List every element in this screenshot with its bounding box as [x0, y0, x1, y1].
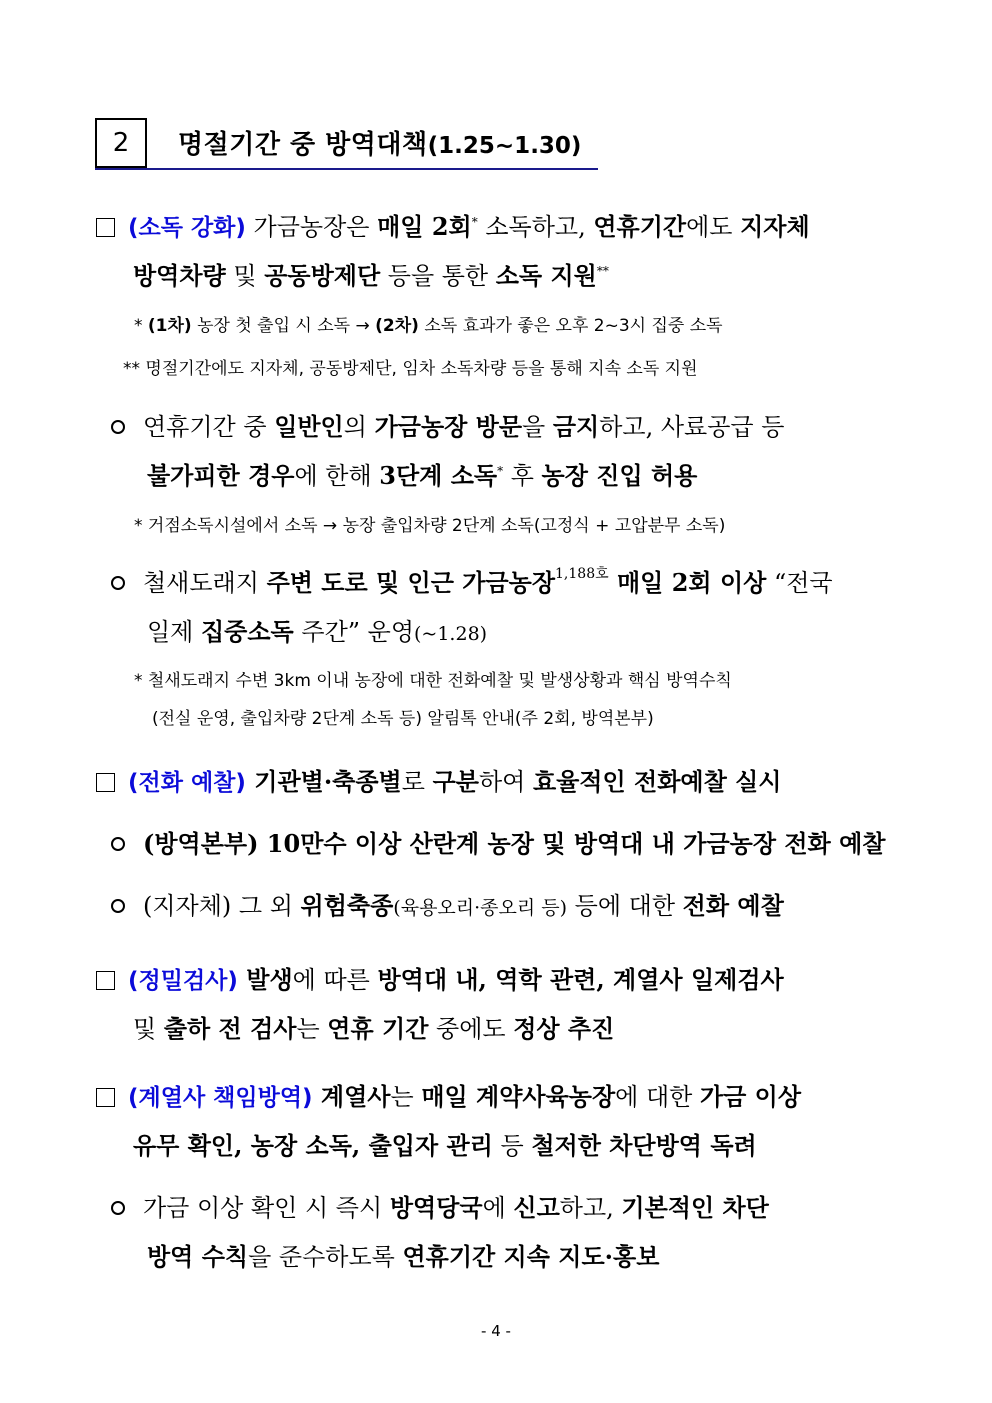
text-span: 연휴 기간 — [327, 1014, 429, 1043]
disinfect-sub2-line-1 — [111, 563, 833, 598]
square-bullet-icon — [96, 218, 115, 237]
circle-bullet-icon — [111, 837, 125, 851]
text-span: 연휴기간 지속 지도·홍보 — [402, 1242, 660, 1271]
text-span: 중에도 — [428, 1015, 514, 1043]
text-span: 등 — [492, 1132, 532, 1160]
phone-sub2 — [111, 886, 784, 921]
text-span: 계열사 — [312, 1082, 391, 1111]
text-span: 일제 — [147, 618, 201, 646]
text-span: 하고, — [559, 1194, 622, 1222]
circle-bullet-icon — [111, 1201, 125, 1215]
text-span: 에 대한 — [615, 1083, 700, 1111]
text-span: 매일 2회 — [377, 212, 472, 241]
text-span: 방역당국 — [389, 1193, 483, 1222]
footnote-mark: * — [497, 464, 504, 478]
disinfect-sub2-note-2: (전실 운영, 출입차량 2단계 소독 등) 알림톡 안내(주 2회, 방역본부) — [152, 709, 654, 729]
text-span: (1차) — [147, 316, 192, 336]
section-title: 명절기간 중 방역대책 — [178, 130, 428, 160]
circle-bullet-icon — [111, 899, 125, 913]
circle-bullet-icon — [111, 576, 125, 590]
disinfect-note-1 — [134, 311, 723, 336]
text-span: 로 — [401, 768, 433, 796]
text-span: 공동방제단 — [264, 261, 381, 290]
text-span: 소독 지원 — [495, 261, 597, 290]
text-span: 신고 — [513, 1193, 560, 1222]
text-span: 및 — [225, 262, 265, 290]
phone-line-1 — [96, 762, 782, 797]
affiliate-line-2 — [133, 1126, 757, 1161]
inspect-line-2 — [133, 1009, 614, 1044]
text-span: 농장 첫 출입 시 소독 → — [191, 316, 376, 336]
text-span: 주변 도로 및 인근 가금농장 — [266, 568, 556, 597]
inspect-label: (정밀검사) — [128, 968, 238, 994]
footnote-mark: ** — [596, 264, 609, 278]
disinfect-label: (소독 강화) — [128, 215, 246, 241]
text-span: 가금농장 방문 — [374, 412, 523, 441]
footnote-mark: * — [471, 215, 478, 229]
text-span: 을 준수하도록 — [248, 1243, 403, 1271]
text-span: 의 — [343, 413, 375, 441]
inspect-line-1 — [96, 960, 784, 995]
text-span: 불가피한 경우 — [147, 461, 295, 490]
text-span: 정상 추진 — [513, 1014, 615, 1043]
phone-sub1 — [111, 824, 885, 859]
section-underline — [95, 168, 598, 170]
text-span: 가금농장은 — [245, 213, 378, 241]
text-span: 기관별·축종별 — [245, 767, 402, 796]
disinfect-sub1-line-1 — [111, 407, 784, 442]
text-span: 및 — [133, 1015, 164, 1043]
text-span: 3단계 소독 — [379, 461, 498, 490]
text-span: 소독 효과가 좋은 오후 2~3시 집중 소독 — [418, 316, 723, 336]
text-span: 출하 전 검사 — [163, 1014, 297, 1043]
text-span: 지자체 — [740, 212, 810, 241]
text-span: 하여 — [478, 768, 533, 796]
text-span: 유무 확인, 농장 소독, 출입자 관리 — [133, 1131, 493, 1160]
text-span: 주간” 운영 — [293, 618, 415, 646]
text-span: 매일 2회 이상 — [608, 568, 767, 597]
text-span: 위험축종 — [300, 891, 394, 920]
disinfect-note-2: ** 명절기간에도 지자체, 공동방제단, 임차 소독차량 등을 통해 지속 소독 지원 — [123, 359, 698, 379]
section-number: 2 — [112, 128, 130, 158]
text-span: 연휴기간 — [593, 212, 687, 241]
text-span: 기본적인 차단 — [621, 1193, 769, 1222]
text-span: (방역본부) 10만수 이상 산란계 농장 및 방역대 내 가금농장 전화 예찰 — [143, 829, 886, 858]
text-span: 하고, 사료공급 등 — [599, 413, 785, 441]
text-span: 을 — [522, 413, 553, 441]
disinfect-sub1-line-2 — [147, 456, 697, 491]
text-span: 농장 진입 허용 — [541, 461, 698, 490]
section-period: (1.25~1.30) — [427, 133, 582, 159]
affiliate-label: (계열사 책임방역) — [128, 1085, 313, 1111]
text-span: 발생 — [237, 965, 293, 994]
text-span: 구분 — [432, 767, 479, 796]
text-span: 가금 이상 확인 시 즉시 — [143, 1194, 390, 1222]
page-number: - 4 - — [481, 1322, 511, 1340]
disinfect-sub1-note: * 거점소독시설에서 소독 → 농장 출입차량 2단계 소독(고정식 + 고압분무 소독) — [134, 516, 726, 536]
text-span: 소독하고, — [477, 213, 594, 241]
text-span: (지자체) 그 외 — [143, 892, 301, 920]
text-span: 는 — [296, 1015, 328, 1043]
text-span: 집중소독 — [201, 617, 294, 646]
section-title-wrap — [178, 124, 581, 161]
square-bullet-icon — [96, 773, 115, 792]
text-span: 에 — [482, 1194, 514, 1222]
text-span: 일반인 — [274, 412, 344, 441]
text-span: 효율적인 전화예찰 실시 — [532, 767, 782, 796]
affiliate-sub1-line-2 — [147, 1237, 659, 1272]
text-span: 연휴기간 중 — [143, 413, 275, 441]
text-span: 에도 — [686, 213, 741, 241]
square-bullet-icon — [96, 971, 115, 990]
text-span: 금지 — [552, 412, 600, 441]
text-span: 는 — [390, 1083, 422, 1111]
text-span: 방역 수칙 — [147, 1242, 249, 1271]
disinfect-line-2 — [133, 256, 609, 291]
text-span: 철저한 차단방역 독려 — [531, 1131, 757, 1160]
text-span: (2차) — [375, 316, 419, 336]
text-span: 방역대 내, 역학 관련, 계열사 일제검사 — [377, 965, 784, 994]
text-span: * — [134, 316, 148, 336]
disinfect-sub2-line-2 — [147, 612, 487, 647]
farm-count: 1,188호 — [555, 566, 609, 582]
text-span: 등을 통한 — [380, 262, 496, 290]
text-span: 등에 대한 — [567, 892, 683, 920]
text-span: 가금 이상 — [699, 1082, 802, 1111]
circle-bullet-icon — [111, 420, 125, 434]
text-span: “전국 — [766, 569, 833, 597]
affiliate-sub1-line-1 — [111, 1188, 769, 1223]
text-span: 에 한해 — [294, 462, 380, 490]
text-span: 전화 예찰 — [682, 891, 784, 920]
text-span: 철새도래지 — [143, 569, 267, 597]
disinfect-sub2-note-1: * 철새도래지 수변 3km 이내 농장에 대한 전화예찰 및 발생상황과 핵심 방역수칙 — [134, 671, 732, 691]
square-bullet-icon — [96, 1088, 115, 1107]
text-span: (육용오리·종오리 등) — [393, 897, 568, 919]
phone-label: (전화 예찰) — [128, 770, 246, 796]
text-span: 후 — [503, 462, 542, 490]
text-span: 방역차량 — [133, 261, 226, 290]
disinfect-line-1 — [96, 207, 810, 242]
text-span: 에 따른 — [292, 966, 378, 994]
text-span: (~1.28) — [414, 623, 488, 645]
affiliate-line-1 — [96, 1077, 801, 1112]
section-number-box — [95, 118, 147, 168]
text-span: 매일 계약사육농장 — [421, 1082, 616, 1111]
